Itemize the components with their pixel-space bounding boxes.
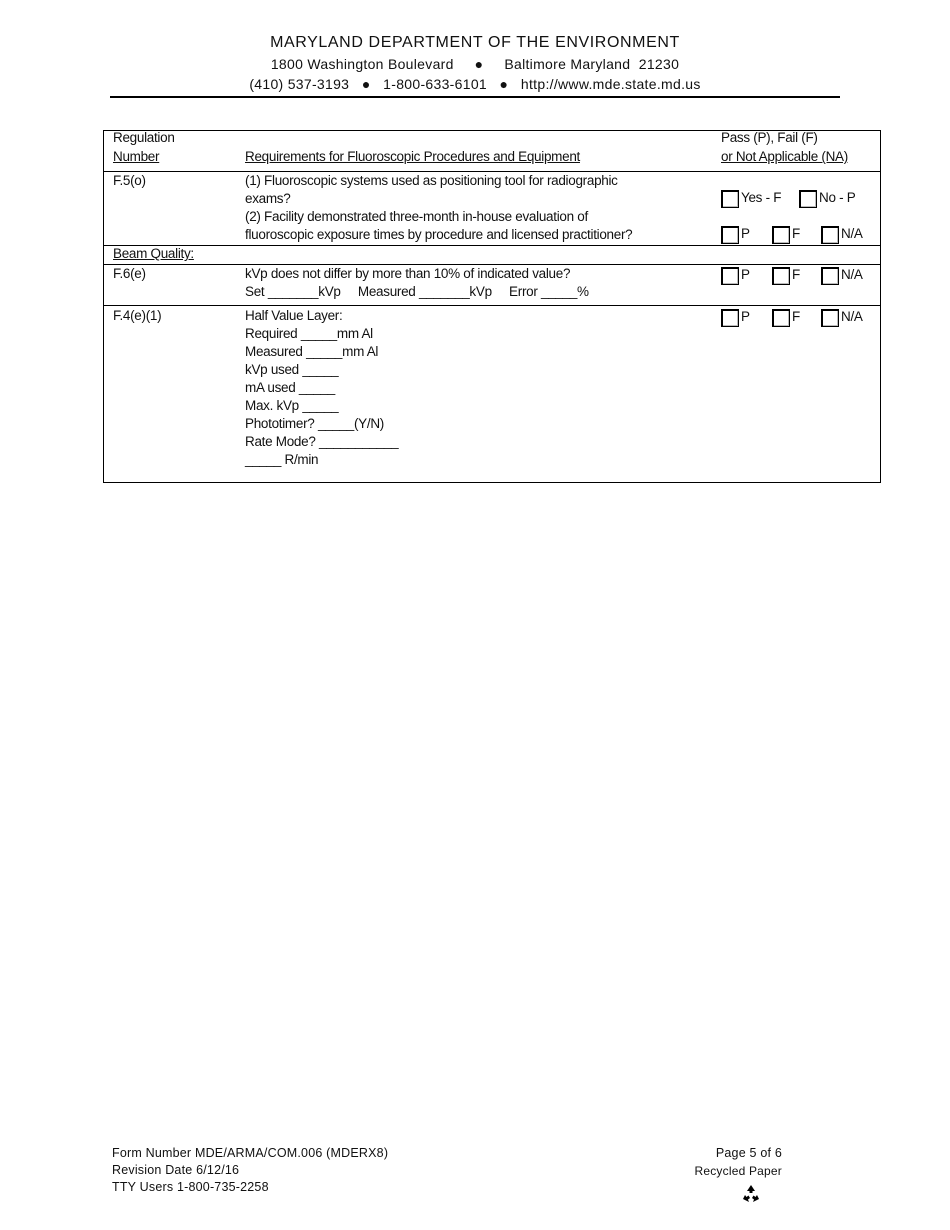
requirement-line: mA used _____ xyxy=(245,380,335,395)
col-header-pass: Pass (P), Fail (F) xyxy=(721,130,818,145)
col-header-requirements: Requirements for Fluoroscopic Procedures and Equipment xyxy=(245,149,580,164)
reg-number: F.5(o) xyxy=(113,173,146,188)
fail-checkbox[interactable] xyxy=(772,267,790,285)
yes-checkbox[interactable] xyxy=(721,190,739,208)
na-label: N/A xyxy=(841,226,863,241)
pass-checkbox[interactable] xyxy=(721,226,739,244)
requirement-line: kVp used _____ xyxy=(245,362,339,377)
yes-label: Yes - F xyxy=(741,190,782,205)
requirement-line: Max. kVp _____ xyxy=(245,398,339,413)
reg-number: F.6(e) xyxy=(113,266,146,281)
pass-checkbox[interactable] xyxy=(721,309,739,327)
col-header-regulation: Regulation xyxy=(113,130,175,145)
requirement-line: kVp does not differ by more than 10% of indicated value? xyxy=(245,266,571,281)
na-checkbox[interactable] xyxy=(821,267,839,285)
requirement-line: (2) Facility demonstrated three-month in-house evaluation of xyxy=(245,209,588,224)
fail-checkbox[interactable] xyxy=(772,309,790,327)
requirement-line: Set _______kVp Measured _______kVp Error _____% xyxy=(245,284,589,299)
address: 1800 Washington Boulevard ● Baltimore Maryland 21230 xyxy=(270,56,680,72)
requirement-line: Phototimer? _____(Y/N) xyxy=(245,416,384,431)
requirement-line: exams? xyxy=(245,191,291,206)
pass-label: P xyxy=(741,226,750,241)
requirement-line: Measured _____mm Al xyxy=(245,344,379,359)
reg-number: F.4(e)(1) xyxy=(113,308,162,323)
requirement-text xyxy=(245,265,589,301)
recycled-paper-label: Recycled Paper xyxy=(694,1164,782,1178)
requirement-line: (1) Fluoroscopic systems used as positioning tool for radiographic xyxy=(245,173,618,188)
fail-checkbox[interactable] xyxy=(772,226,790,244)
fail-label: F xyxy=(792,309,800,324)
form-number: Form Number MDE/ARMA/COM.006 (MDERX8) xyxy=(112,1146,389,1160)
fail-label: F xyxy=(792,267,800,282)
fail-label: F xyxy=(792,226,800,241)
requirement-line: Required _____mm Al xyxy=(245,326,373,341)
revision-date: Revision Date 6/12/16 xyxy=(112,1163,240,1177)
divider xyxy=(104,245,880,246)
na-checkbox[interactable] xyxy=(821,309,839,327)
requirement-line: fluoroscopic exposure times by procedure and licensed practitioner? xyxy=(245,227,633,242)
org-title: MARYLAND DEPARTMENT OF THE ENVIRONMENT xyxy=(270,34,680,51)
requirement-line: Half Value Layer: xyxy=(245,308,343,323)
na-label: N/A xyxy=(841,309,863,324)
na-checkbox[interactable] xyxy=(821,226,839,244)
requirement-line: _____ R/min xyxy=(245,452,319,467)
na-label: N/A xyxy=(841,267,863,282)
requirement-line: Rate Mode? ___________ xyxy=(245,434,399,449)
pass-label: P xyxy=(741,309,750,324)
section-beam-quality: Beam Quality: xyxy=(113,246,194,261)
no-label: No - P xyxy=(819,190,856,205)
divider xyxy=(104,305,880,306)
tty-number: TTY Users 1-800-735-2258 xyxy=(112,1180,269,1194)
col-header-na: or Not Applicable (NA) xyxy=(721,149,848,164)
pass-label: P xyxy=(741,267,750,282)
header-rule xyxy=(110,96,840,98)
no-checkbox[interactable] xyxy=(799,190,817,208)
footer-left xyxy=(112,1146,388,1197)
requirement-text xyxy=(245,307,398,469)
pass-checkbox[interactable] xyxy=(721,267,739,285)
requirement-text xyxy=(245,172,632,244)
col-header-number: Number xyxy=(113,149,160,164)
contact: (410) 537-3193 ● 1-800-633-6101 ● http://www.mde.state.md.us xyxy=(249,76,701,92)
page-number: Page 5 of 6 xyxy=(715,1146,782,1160)
recycle-icon xyxy=(740,1183,762,1205)
